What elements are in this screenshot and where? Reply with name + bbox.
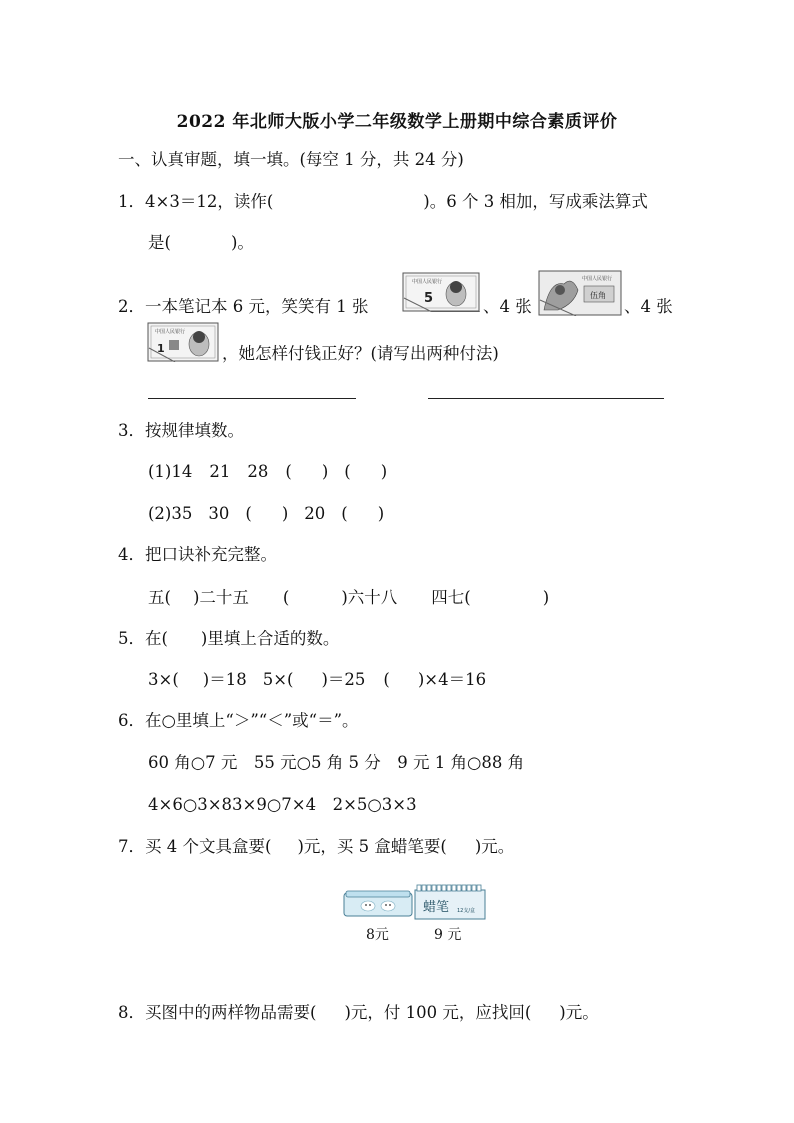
q6-text: 在○里填上“＞”“＜”或“＝”。 xyxy=(145,711,359,730)
pencil-box-image xyxy=(343,890,413,918)
q4-item-3-a: 四七( xyxy=(431,588,471,607)
note-bank-label: 中国人民银行 xyxy=(582,276,613,282)
question-number: 3． xyxy=(118,421,145,440)
blank-close: ) xyxy=(281,504,289,523)
q6-row-2: 4×6○3×83×9○7×4 2×5○3×3 xyxy=(148,795,417,814)
question-8 xyxy=(118,1002,599,1024)
q4-item-2-b: )六十八 xyxy=(341,588,398,607)
question-number: 6． xyxy=(118,711,145,730)
price-crayon: 9 元 xyxy=(434,927,462,943)
note-value-1: 1 xyxy=(157,342,165,355)
crayon-box-image xyxy=(413,884,487,920)
q4-items xyxy=(148,587,549,609)
q1-text-b: )。6 个 3 相加，写成乘法算式 xyxy=(423,192,648,211)
q7-text-a: 买 4 个文具盒要( xyxy=(145,837,272,856)
crayon-label: 蜡笔 xyxy=(423,900,450,915)
sequence-start: (2)35 xyxy=(148,504,193,523)
q6-row-1: 60 角○7 元 55 元○5 角 5 分 9 元 1 角○88 角 xyxy=(148,753,525,772)
q2-text-a: 一本笔记本 6 元，笑笑有 1 张 xyxy=(145,297,369,316)
question-2 xyxy=(118,296,368,318)
question-1-cont xyxy=(148,232,254,254)
page-title: 2022 年北师大版小学二年级数学上册期中综合素质评价 xyxy=(176,112,618,132)
blank-close: ) xyxy=(380,462,388,481)
q5-item-3-a: ( xyxy=(383,670,390,689)
answer-line-1[interactable] xyxy=(148,398,356,399)
q5-item-1-b: )＝18 xyxy=(202,670,247,689)
q5-item-1-a: 3×( xyxy=(148,670,179,689)
note-bank-label: 中国人民银行 xyxy=(155,329,186,335)
note-value-5: 5 xyxy=(424,291,434,306)
question-number: 8． xyxy=(118,1003,145,1022)
question-7 xyxy=(118,836,514,858)
sequence-value: 28 xyxy=(247,462,269,481)
section-heading: 一、认真审题，填一填。(每空 1 分，共 24 分) xyxy=(118,150,464,169)
q3-row-1 xyxy=(148,461,387,483)
question-number: 2． xyxy=(118,297,145,316)
q5-item-2-b: )＝25 xyxy=(321,670,366,689)
note-value-5jiao: 伍角 xyxy=(590,291,606,300)
question-number: 1． xyxy=(118,192,145,211)
crayon-count-label: 12支/盒 xyxy=(457,908,476,914)
blank-close: ) xyxy=(377,504,385,523)
five-yuan-note-image xyxy=(402,272,480,312)
blank-open: ( xyxy=(341,504,348,523)
q3-row-2 xyxy=(148,503,384,525)
blank-open: ( xyxy=(285,462,292,481)
question-3 xyxy=(118,420,244,442)
note-bank-label: 中国人民银行 xyxy=(412,279,443,285)
q1-text-a: 4×3＝12，读作( xyxy=(145,192,274,211)
q1-text-c: 是( xyxy=(148,233,171,252)
q4-item-2-a: ( xyxy=(282,588,290,607)
q4-text: 把口诀补充完整。 xyxy=(145,545,277,564)
q1-text-d: )。 xyxy=(230,233,254,252)
sequence-value: 30 xyxy=(208,504,230,523)
question-6 xyxy=(118,710,359,732)
blank-close: ) xyxy=(321,462,329,481)
question-number: 4． xyxy=(118,545,145,564)
question-5 xyxy=(118,628,339,650)
blank-open: ( xyxy=(344,462,351,481)
five-jiao-note-image xyxy=(538,270,622,316)
q8-text-b: )元，付 100 元，应找回( xyxy=(344,1003,532,1022)
one-yuan-note-image xyxy=(147,322,219,362)
question-1 xyxy=(118,191,648,213)
q4-item-3-b: ) xyxy=(542,588,550,607)
q5-item-3-b: )×4＝16 xyxy=(417,670,487,689)
sequence-value: 20 xyxy=(304,504,326,523)
question-4 xyxy=(118,544,277,566)
q8-text-a: 买图中的两样物品需要( xyxy=(145,1003,317,1022)
sequence-start: (1)14 xyxy=(148,462,193,481)
answer-line-2[interactable] xyxy=(428,398,664,399)
q7-text-c: )元。 xyxy=(474,837,515,856)
price-pencil-box: 8元 xyxy=(366,927,389,943)
q7-text-b: )元，买 5 盒蜡笔要( xyxy=(297,837,447,856)
blank-open: ( xyxy=(245,504,252,523)
q5-text: 在( )里填上合适的数。 xyxy=(145,629,340,648)
q5-item-2-a: 5×( xyxy=(262,670,294,689)
q2-text-c: 、4 张 xyxy=(624,297,673,316)
question-number: 7． xyxy=(118,837,145,856)
q5-items xyxy=(148,669,486,691)
q2-text-b: 、4 张 xyxy=(483,297,532,316)
q8-text-c: )元。 xyxy=(559,1003,599,1022)
q3-text: 按规律填数。 xyxy=(145,421,244,440)
q4-item-1-a: 五( xyxy=(148,588,171,607)
sequence-value: 21 xyxy=(209,462,231,481)
q4-item-1-b: )二十五 xyxy=(192,588,249,607)
question-number: 5． xyxy=(118,629,145,648)
q2-text-d: ，她怎样付钱正好？(请写出两种付法) xyxy=(222,344,499,363)
